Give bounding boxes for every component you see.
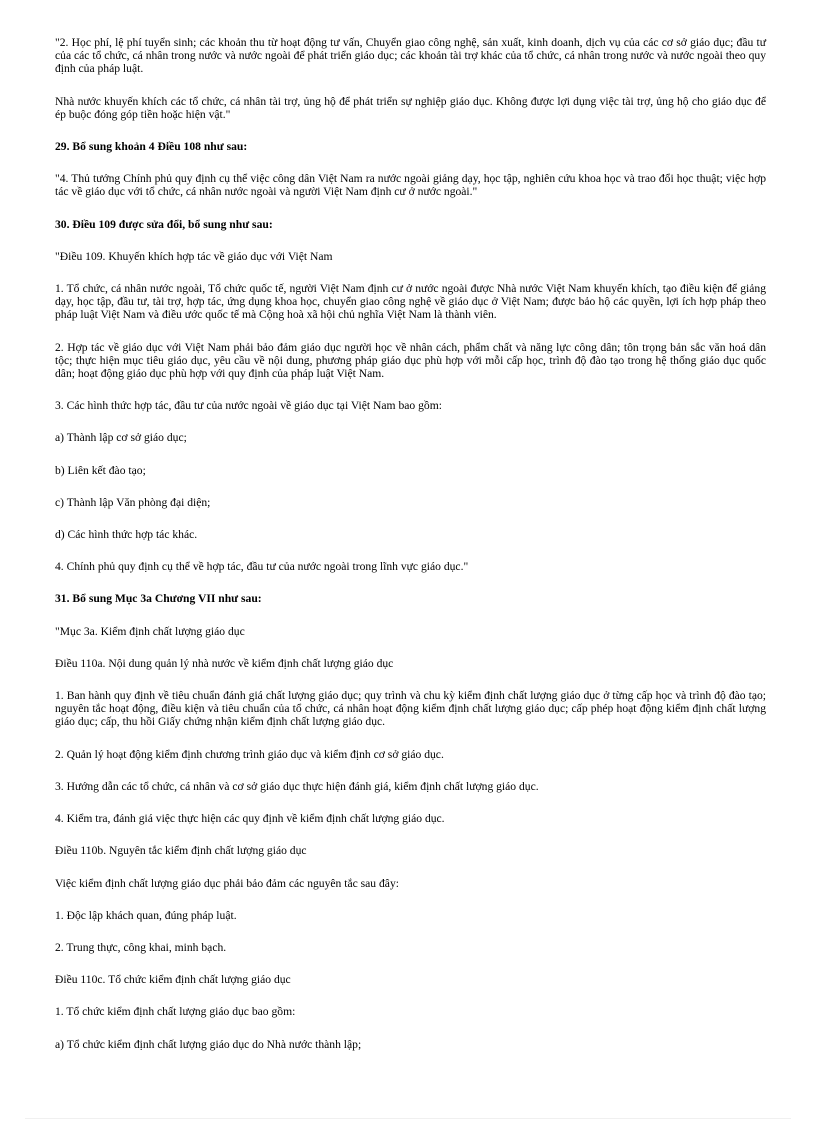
article-109-clause-1: 1. Tổ chức, cá nhân nước ngoài, Tổ chức quốc tế, người Việt Nam định cư ở nước ngoài được Nhà nước Việt Nam khuyến khích, tạo điều kiện để giảng dạy, học tập, đầu tư, tài trợ, hợp tác, ứng dụng khoa học, chuyển giao công nghệ về giáo dục ở Việt Nam; được bảo hộ các quyền, lợi ích hợp pháp theo pháp luật Việt Nam và điều ước quốc tế mà Cộng hoà xã hội chủ nghĩa Việt Nam là thành viên. [55,282,766,322]
page-bottom-divider [25,1118,791,1119]
article-110a-clause-1: 1. Ban hành quy định về tiêu chuẩn đánh giá chất lượng giáo dục; quy trình và chu kỳ kiểm định chất lượng giáo dục ở từng cấp học và trình độ đào tạo; nguyên tắc hoạt động, điều kiện và tiêu chuẩn của tổ chức, cá nhân hoạt động kiểm định chất lượng giáo dục; cấp phép hoạt động kiểm định chất lượng giáo dục; cấp, thu hồi Giấy chứng nhận kiểm định chất lượng giáo dục. [55,689,766,729]
article-110a-clause-4: 4. Kiểm tra, đánh giá việc thực hiện các quy định về kiểm định chất lượng giáo dục. [55,812,445,826]
paragraph-sponsorship: Nhà nước khuyến khích các tổ chức, cá nhân tài trợ, ủng hộ để phát triển sự nghiệp giáo dục. Không được lợi dụng việc tài trợ, ủng hộ cho giáo dục để ép buộc đóng góp tiền hoặc hiện vật." [55,94,766,121]
article-110b-title: Điều 110b. Nguyên tắc kiểm định chất lượng giáo dục [55,844,307,858]
article-110b-principle-2: 2. Trung thực, công khai, minh bạch. [55,940,227,954]
document-page [55,36,766,1070]
list-item-a: a) Thành lập cơ sở giáo dục; [55,431,187,445]
section-3a-title: "Mục 3a. Kiểm định chất lượng giáo dục [55,624,245,638]
paragraph-funding-sources: "2. Học phí, lệ phí tuyển sinh; các khoản thu từ hoạt động tư vấn, Chuyển giao công nghệ, sản xuất, kinh doanh, dịch vụ của các cơ sở giáo dục; đầu tư của các tổ chức, cá nhân trong nước và nước ngoài để phát triển giáo dục; các khoản tài trợ khác của tổ chức, cá nhân trong nước và nước ngoài theo quy định của pháp luật. [55,36,766,76]
list-item-d: d) Các hình thức hợp tác khác. [55,528,198,542]
article-110a-clause-2: 2. Quản lý hoạt động kiểm định chương trình giáo dục và kiểm định cơ sở giáo dục. [55,747,444,761]
list-item-b: b) Liên kết đào tạo; [55,463,146,477]
list-item-c: c) Thành lập Văn phòng đại diện; [55,495,211,509]
section-heading-31: 31. Bổ sung Mục 3a Chương VII như sau: [55,592,262,606]
section-heading-29: 29. Bổ sung khoản 4 Điều 108 như sau: [55,140,248,154]
article-109-clause-4: 4. Chính phủ quy định cụ thể về hợp tác, đầu tư của nước ngoài trong lĩnh vực giáo dục." [55,560,469,574]
article-110a-title: Điều 110a. Nội dung quản lý nhà nước về kiểm định chất lượng giáo dục [55,656,394,670]
article-109-clause-3: 3. Các hình thức hợp tác, đầu tư của nước ngoài về giáo dục tại Việt Nam bao gồm: [55,399,442,413]
article-110b-intro: Việc kiểm định chất lượng giáo dục phải bảo đảm các nguyên tắc sau đây: [55,876,399,890]
article-110c-item-a: a) Tổ chức kiểm định chất lượng giáo dục do Nhà nước thành lập; [55,1037,362,1051]
paragraph-clause-4-art-108: "4. Thủ tướng Chính phủ quy định cụ thể việc công dân Việt Nam ra nước ngoài giảng dạy, học tập, nghiên cứu khoa học và trao đổi học thuật; việc hợp tác về giáo dục với tổ chức, cá nhân nước ngoài và người Việt Nam định cư ở nước ngoài." [55,172,766,199]
article-109-clause-2: 2. Hợp tác về giáo dục với Việt Nam phải bảo đảm giáo dục người học về nhân cách, phẩm chất và năng lực công dân; tôn trọng bản sắc văn hoá dân tộc; thực hiện mục tiêu giáo dục, yêu cầu về nội dung, phương pháp giáo dục phù hợp với mỗi cấp học, trình độ đào tạo trong hệ thống giáo dục quốc dân; hoạt động giáo dục phù hợp với quy định của pháp luật Việt Nam. [55,340,766,381]
article-110b-principle-1: 1. Độc lập khách quan, đúng pháp luật. [55,908,237,922]
article-110a-clause-3: 3. Hướng dẫn các tổ chức, cá nhân và cơ sở giáo dục thực hiện đánh giá, kiểm định chất lượng giáo dục. [55,779,539,793]
article-110c-title: Điều 110c. Tổ chức kiểm định chất lượng giáo dục [55,973,291,987]
section-heading-30: 30. Điều 109 được sửa đổi, bổ sung như sau: [55,217,273,231]
article-109-title: "Điều 109. Khuyến khích hợp tác về giáo dục với Việt Nam [55,249,333,263]
article-110c-clause-1: 1. Tổ chức kiểm định chất lượng giáo dục bao gồm: [55,1005,296,1019]
